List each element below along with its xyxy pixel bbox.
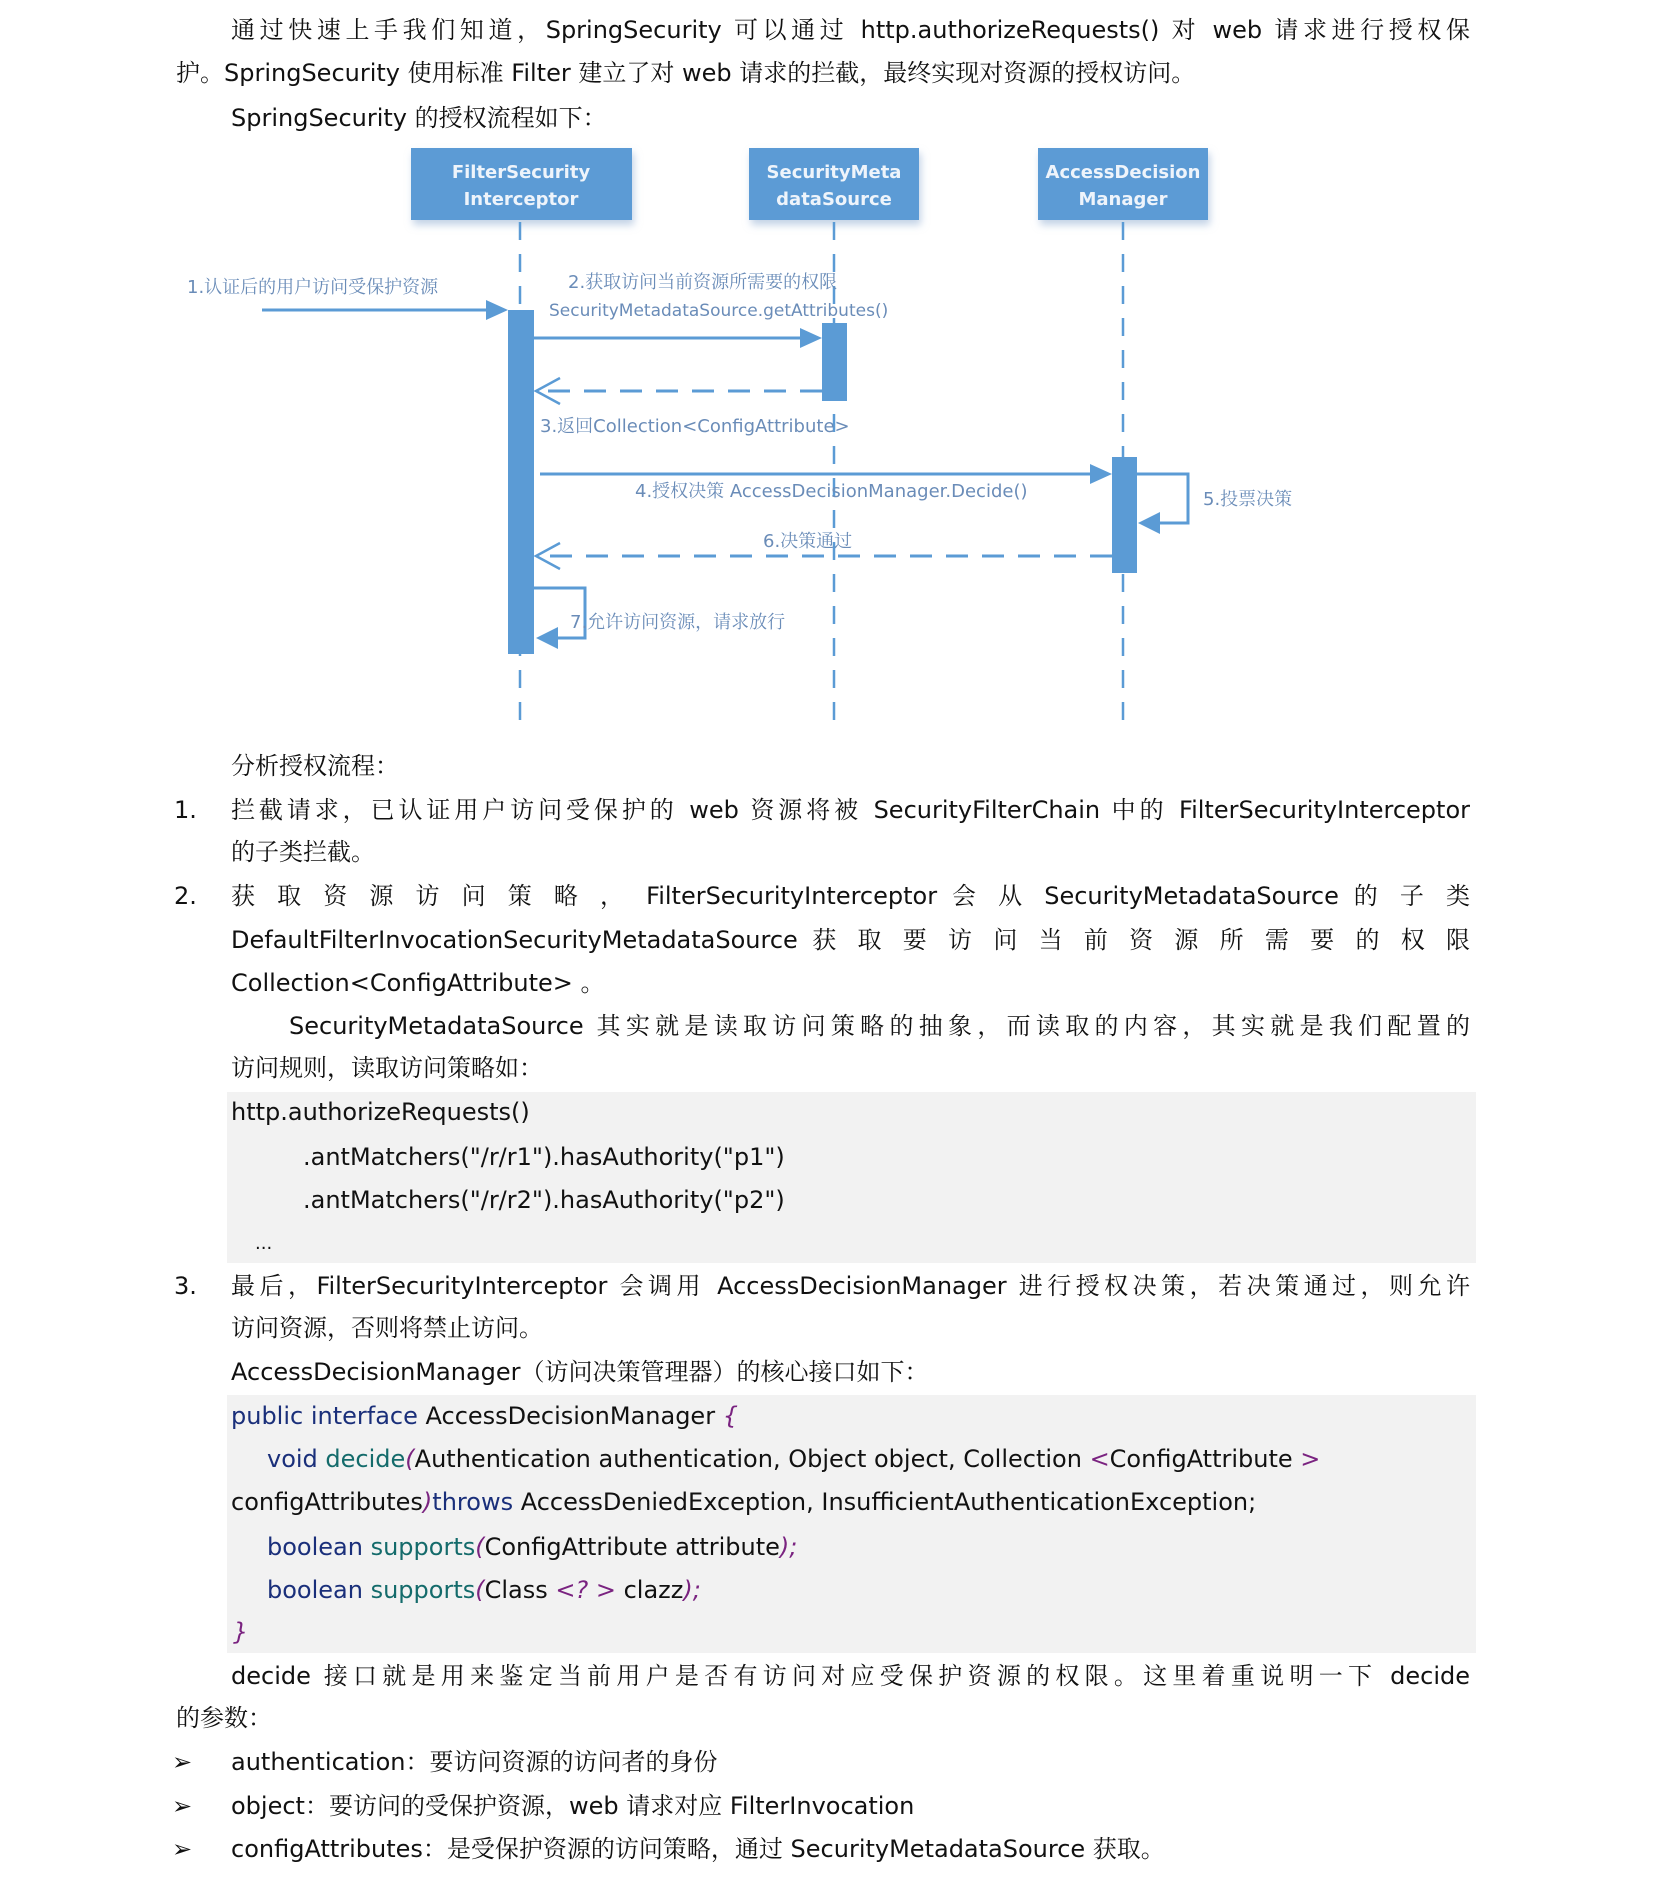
code-keyword: throws <box>432 1488 514 1516</box>
participant-security-metadata-source <box>749 148 919 220</box>
item2-line-3: Collection<ConfigAttribute> 。 <box>231 969 605 997</box>
message-5-label: 5.投票决策 <box>1203 489 1293 510</box>
code-text: Class <box>484 1576 556 1604</box>
code-punct: } <box>233 1618 249 1646</box>
activation-bar-3 <box>1112 457 1137 573</box>
code-punct: ( <box>475 1533 485 1561</box>
item1-line-1: 拦截请求，已认证用户访问受保护的 web 资源将被 SecurityFilterChain 中的 FilterSecurityInterceptor <box>231 796 1470 824</box>
arrowhead <box>1138 512 1160 534</box>
code-method: decide <box>317 1445 406 1473</box>
item2-line-2: DefaultFilterInvocationSecurityMetadataSource 获 取 要 访 问 当 前 资 源 所 需 要 的 权 限 <box>231 926 1470 954</box>
code-keyword: public interface <box>231 1402 418 1430</box>
code-punct: { <box>722 1402 738 1430</box>
code-text: AccessDecisionManager <box>417 1402 723 1430</box>
code-punct: ) <box>422 1488 433 1516</box>
arrowhead <box>536 627 558 649</box>
param-object: object：要访问的受保护资源，web 请求对应 FilterInvocation <box>231 1792 915 1820</box>
decide-para-line-2: 的参数： <box>176 1704 272 1732</box>
intro-line-3: SpringSecurity 的授权流程如下： <box>231 104 607 132</box>
participant-label: FilterSecurity <box>451 162 591 183</box>
code-text: AccessDeniedException, InsufficientAuthenticationException; <box>513 1488 1257 1516</box>
code-text: ConfigAttribute <box>1109 1445 1301 1473</box>
param-config-attributes: configAttributes：是受保护资源的访问策略，通过 SecurityMetadataSource 获取。 <box>231 1835 1165 1863</box>
code-keyword: boolean <box>267 1533 363 1561</box>
item2-para-line-1: SecurityMetadataSource 其实就是读取访问策略的抽象，而读取的内容，其实就是我们配置的 <box>289 1012 1470 1040</box>
code-line <box>231 1487 1256 1517</box>
participant-label: Manager <box>1078 189 1168 210</box>
arrowhead <box>486 300 508 320</box>
participant-label: AccessDecision <box>1045 162 1201 183</box>
message-4-label: 4.授权决策 AccessDecisionManager.Decide() <box>635 481 1028 502</box>
param-authentication: authentication：要访问资源的访问者的身份 <box>231 1748 718 1776</box>
code-text: ConfigAttribute attribute <box>484 1533 780 1561</box>
participant-filter-security-interceptor <box>411 148 632 220</box>
list-number-3: 3. <box>174 1272 197 1300</box>
message-1-label: 1.认证后的用户访问受保护资源 <box>187 277 439 298</box>
list-number-2: 2. <box>174 882 197 910</box>
code-punct: ); <box>683 1576 701 1604</box>
code-punct: <? > <box>555 1576 616 1604</box>
participant-label: Interceptor <box>463 189 579 210</box>
item3-line-3: AccessDecisionManager（访问决策管理器）的核心接口如下： <box>231 1358 929 1386</box>
activation-bar-2 <box>822 323 847 401</box>
intro-line-1: 通过快速上手我们知道，SpringSecurity 可以通过 http.authorizeRequests() 对 web 请求进行授权保 <box>231 16 1470 44</box>
code-keyword: boolean <box>267 1576 363 1604</box>
activation-bar-1 <box>508 310 534 654</box>
item2-line-1: 获 取 资 源 访 问 策 略 ， FilterSecurityInterceptor 会 从 SecurityMetadataSource 的 子 类 <box>231 882 1470 910</box>
item2-para-line-2: 访问规则，读取访问策略如： <box>231 1054 543 1082</box>
code-line <box>267 1532 797 1562</box>
arrow-bullet-icon: ➢ <box>172 1835 193 1863</box>
code-method: supports <box>362 1533 476 1561</box>
code-line <box>233 1617 248 1647</box>
item3-line-1: 最后，FilterSecurityInterceptor 会调用 AccessDecisionManager 进行授权决策，若决策通过，则允许 <box>231 1272 1470 1300</box>
arrowhead <box>800 328 822 348</box>
code-line <box>231 1401 738 1431</box>
code-line <box>267 1575 701 1605</box>
code-text: Authentication authentication, Object object, Collection <box>414 1445 1090 1473</box>
message-5-arrow <box>1137 474 1188 523</box>
code-punct: ); <box>779 1533 798 1561</box>
arrowhead <box>1090 464 1112 484</box>
authorization-sequence-diagram <box>0 0 1653 740</box>
list-number-1: 1. <box>174 796 197 824</box>
decide-para-line-1: decide 接口就是用来鉴定当前用户是否有访问对应受保护资源的权限。这里着重说明一下 decide <box>231 1662 1470 1690</box>
intro-line-2: 护。SpringSecurity 使用标准 Filter 建立了对 web 请求的拦截，最终实现对资源的授权访问。 <box>176 59 1196 87</box>
arrow-bullet-icon: ➢ <box>172 1748 193 1776</box>
item1-line-2: 的子类拦截。 <box>231 838 375 866</box>
code-block-interface <box>227 1395 1476 1653</box>
participant-access-decision-manager <box>1038 148 1208 220</box>
code-line <box>267 1444 1320 1474</box>
participant-label: SecurityMeta <box>766 162 902 183</box>
item3-line-2: 访问资源，否则将禁止访问。 <box>231 1314 543 1342</box>
code-line: ... <box>255 1233 273 1254</box>
message-7-label: 7.允许访问资源，请求放行 <box>570 612 786 633</box>
participant-label: dataSource <box>776 189 892 210</box>
code-punct: < <box>1089 1445 1110 1473</box>
code-line: http.authorizeRequests() <box>231 1098 530 1126</box>
analysis-heading: 分析授权流程： <box>231 752 399 780</box>
message-6-label: 6.决策通过 <box>763 531 853 552</box>
message-3-label: 3.返回Collection<ConfigAttribute> <box>540 416 850 437</box>
message-2-label: 2.获取访问当前资源所需要的权限 <box>568 272 838 293</box>
code-text: configAttributes <box>231 1488 423 1516</box>
code-text: clazz <box>615 1576 684 1604</box>
code-keyword: void <box>267 1445 318 1473</box>
code-line: .antMatchers("/r/r2").hasAuthority("p2") <box>303 1186 785 1214</box>
code-punct: ( <box>405 1445 415 1473</box>
code-punct: > <box>1300 1445 1321 1473</box>
arrow-bullet-icon: ➢ <box>172 1792 193 1820</box>
code-method: supports <box>362 1576 476 1604</box>
code-punct: ( <box>475 1576 485 1604</box>
code-line: .antMatchers("/r/r1").hasAuthority("p1") <box>303 1143 785 1171</box>
message-2-sublabel: SecurityMetadataSource.getAttributes() <box>549 301 889 321</box>
